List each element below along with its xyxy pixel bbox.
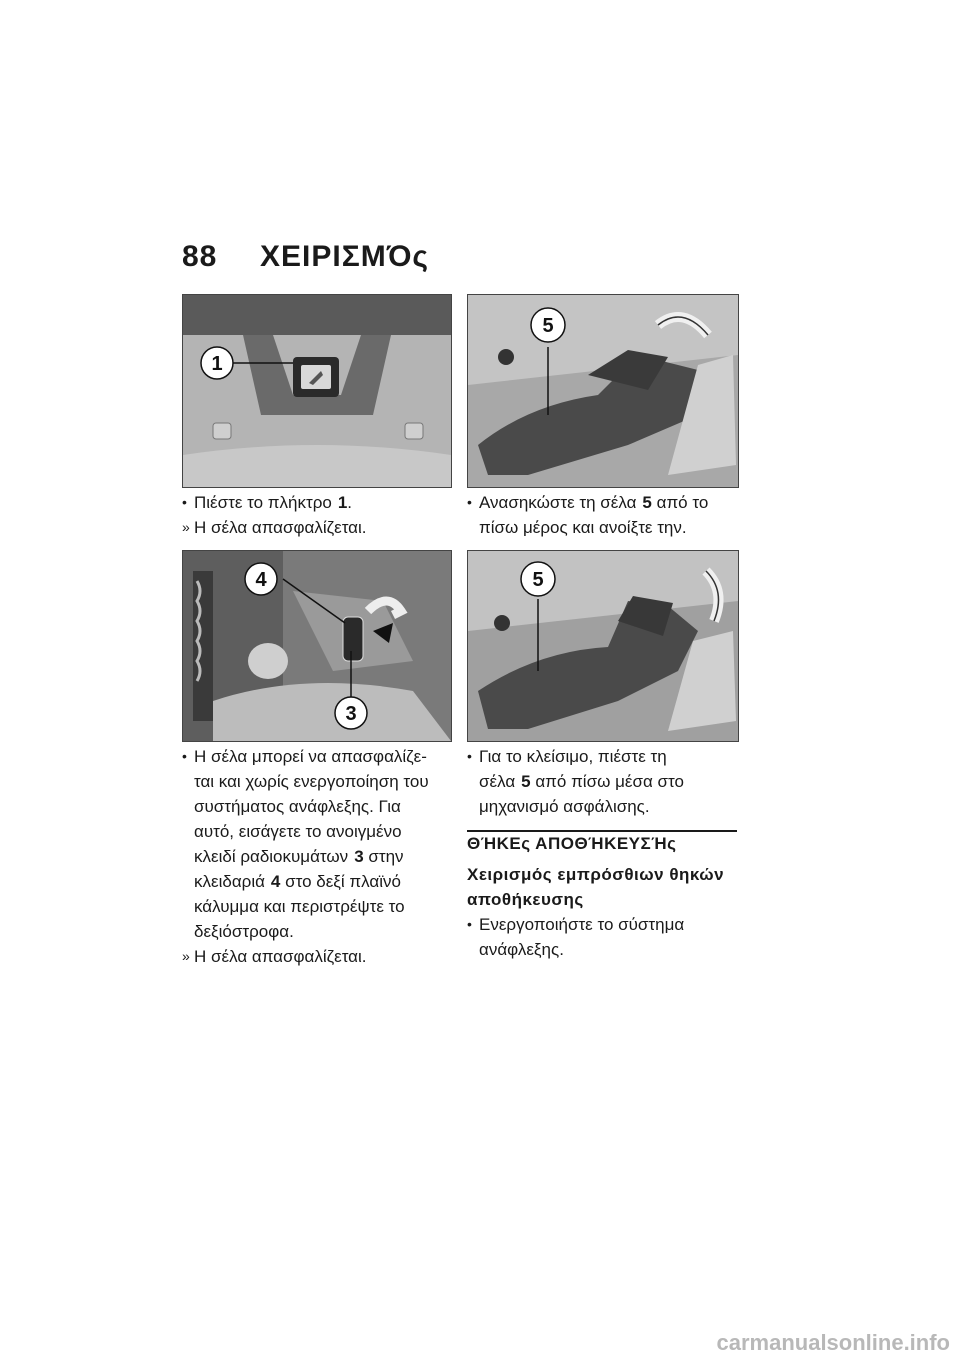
col2-block3: • Ενεργοποιήστε το σύστημα ανάφλεξης. [467, 912, 747, 962]
callout-5: 5 [542, 315, 554, 337]
figure-seat-lift [467, 294, 739, 488]
reference-number: 5 [521, 772, 531, 791]
col2-block2: • Για το κλείσιμο, πιέστε τη σέλα 5 από πίσω μέσα στο μηχανισμό ασφάλισης. [467, 744, 747, 819]
list-item: • Ανασηκώστε τη σέλα 5 από το [467, 493, 709, 512]
callout-1: 1 [211, 353, 223, 375]
list-item: » Η σέλα απασφαλίζεται. [182, 944, 452, 969]
result-marker: » [182, 948, 190, 964]
list-item: • Η σέλα μπορεί να απασφαλίζε- [182, 747, 427, 766]
reference-number: 4 [270, 872, 281, 891]
list-item: • Πιέστε το πλήκτρο 1. [182, 490, 452, 515]
result-marker: » [182, 519, 190, 535]
figure-key-lock [182, 550, 452, 742]
callout-5b: 5 [532, 569, 544, 591]
figure-seat-close [467, 550, 739, 742]
reference-number: 1 [337, 493, 348, 512]
watermark: carmanualsonline.info [716, 1330, 950, 1355]
reference-number: 3 [354, 847, 364, 866]
section-title: ΘΉΚΕς ΑΠΟΘΉΚΕΥΣΉς [467, 834, 677, 853]
seat-close-illustration [468, 551, 738, 741]
list-item: • Ενεργοποιήστε το σύστημα [467, 915, 685, 934]
col2-block1: • Ανασηκώστε τη σέλα 5 από το πίσω μέρος και ανοίξτε την. [467, 490, 747, 540]
figure-seat-button [182, 294, 452, 488]
page-number: 88 [182, 240, 218, 273]
subsection-title: Χειρισμός εμπρόσθιων θηκών αποθήκευσης [467, 865, 725, 909]
list-item: » Η σέλα απασφαλίζεται. [182, 515, 452, 540]
col1-block2: • Η σέλα μπορεί να απασφαλίζε- ται και χωρίς ενεργοποίηση του συστήματος ανάφλεξης. Για αυτό, εισάγετε το ανοιγμένο κλειδί ραδιοκυμάτων 3 στην κλειδαριά 4 στο δεξί πλαϊνό κάλυμμα και περιστρέψτε το δεξιόστροφα. » Η σέλα απασφαλίζεται. [182, 744, 452, 969]
key-lock-illustration [183, 551, 451, 741]
seat-button-illustration [183, 295, 451, 487]
seat-lift-illustration [468, 295, 738, 487]
callout-4: 4 [255, 569, 267, 591]
page-title: ΧΕΙΡΙΣΜΌς [260, 240, 430, 273]
col1-block1 [182, 490, 452, 540]
reference-number: 5 [642, 493, 652, 512]
callout-3: 3 [345, 703, 357, 725]
page-header [182, 240, 429, 274]
section-divider [467, 830, 737, 832]
list-item: • Για το κλείσιμο, πιέστε τη [467, 747, 667, 766]
bullet-marker: • [182, 494, 187, 510]
